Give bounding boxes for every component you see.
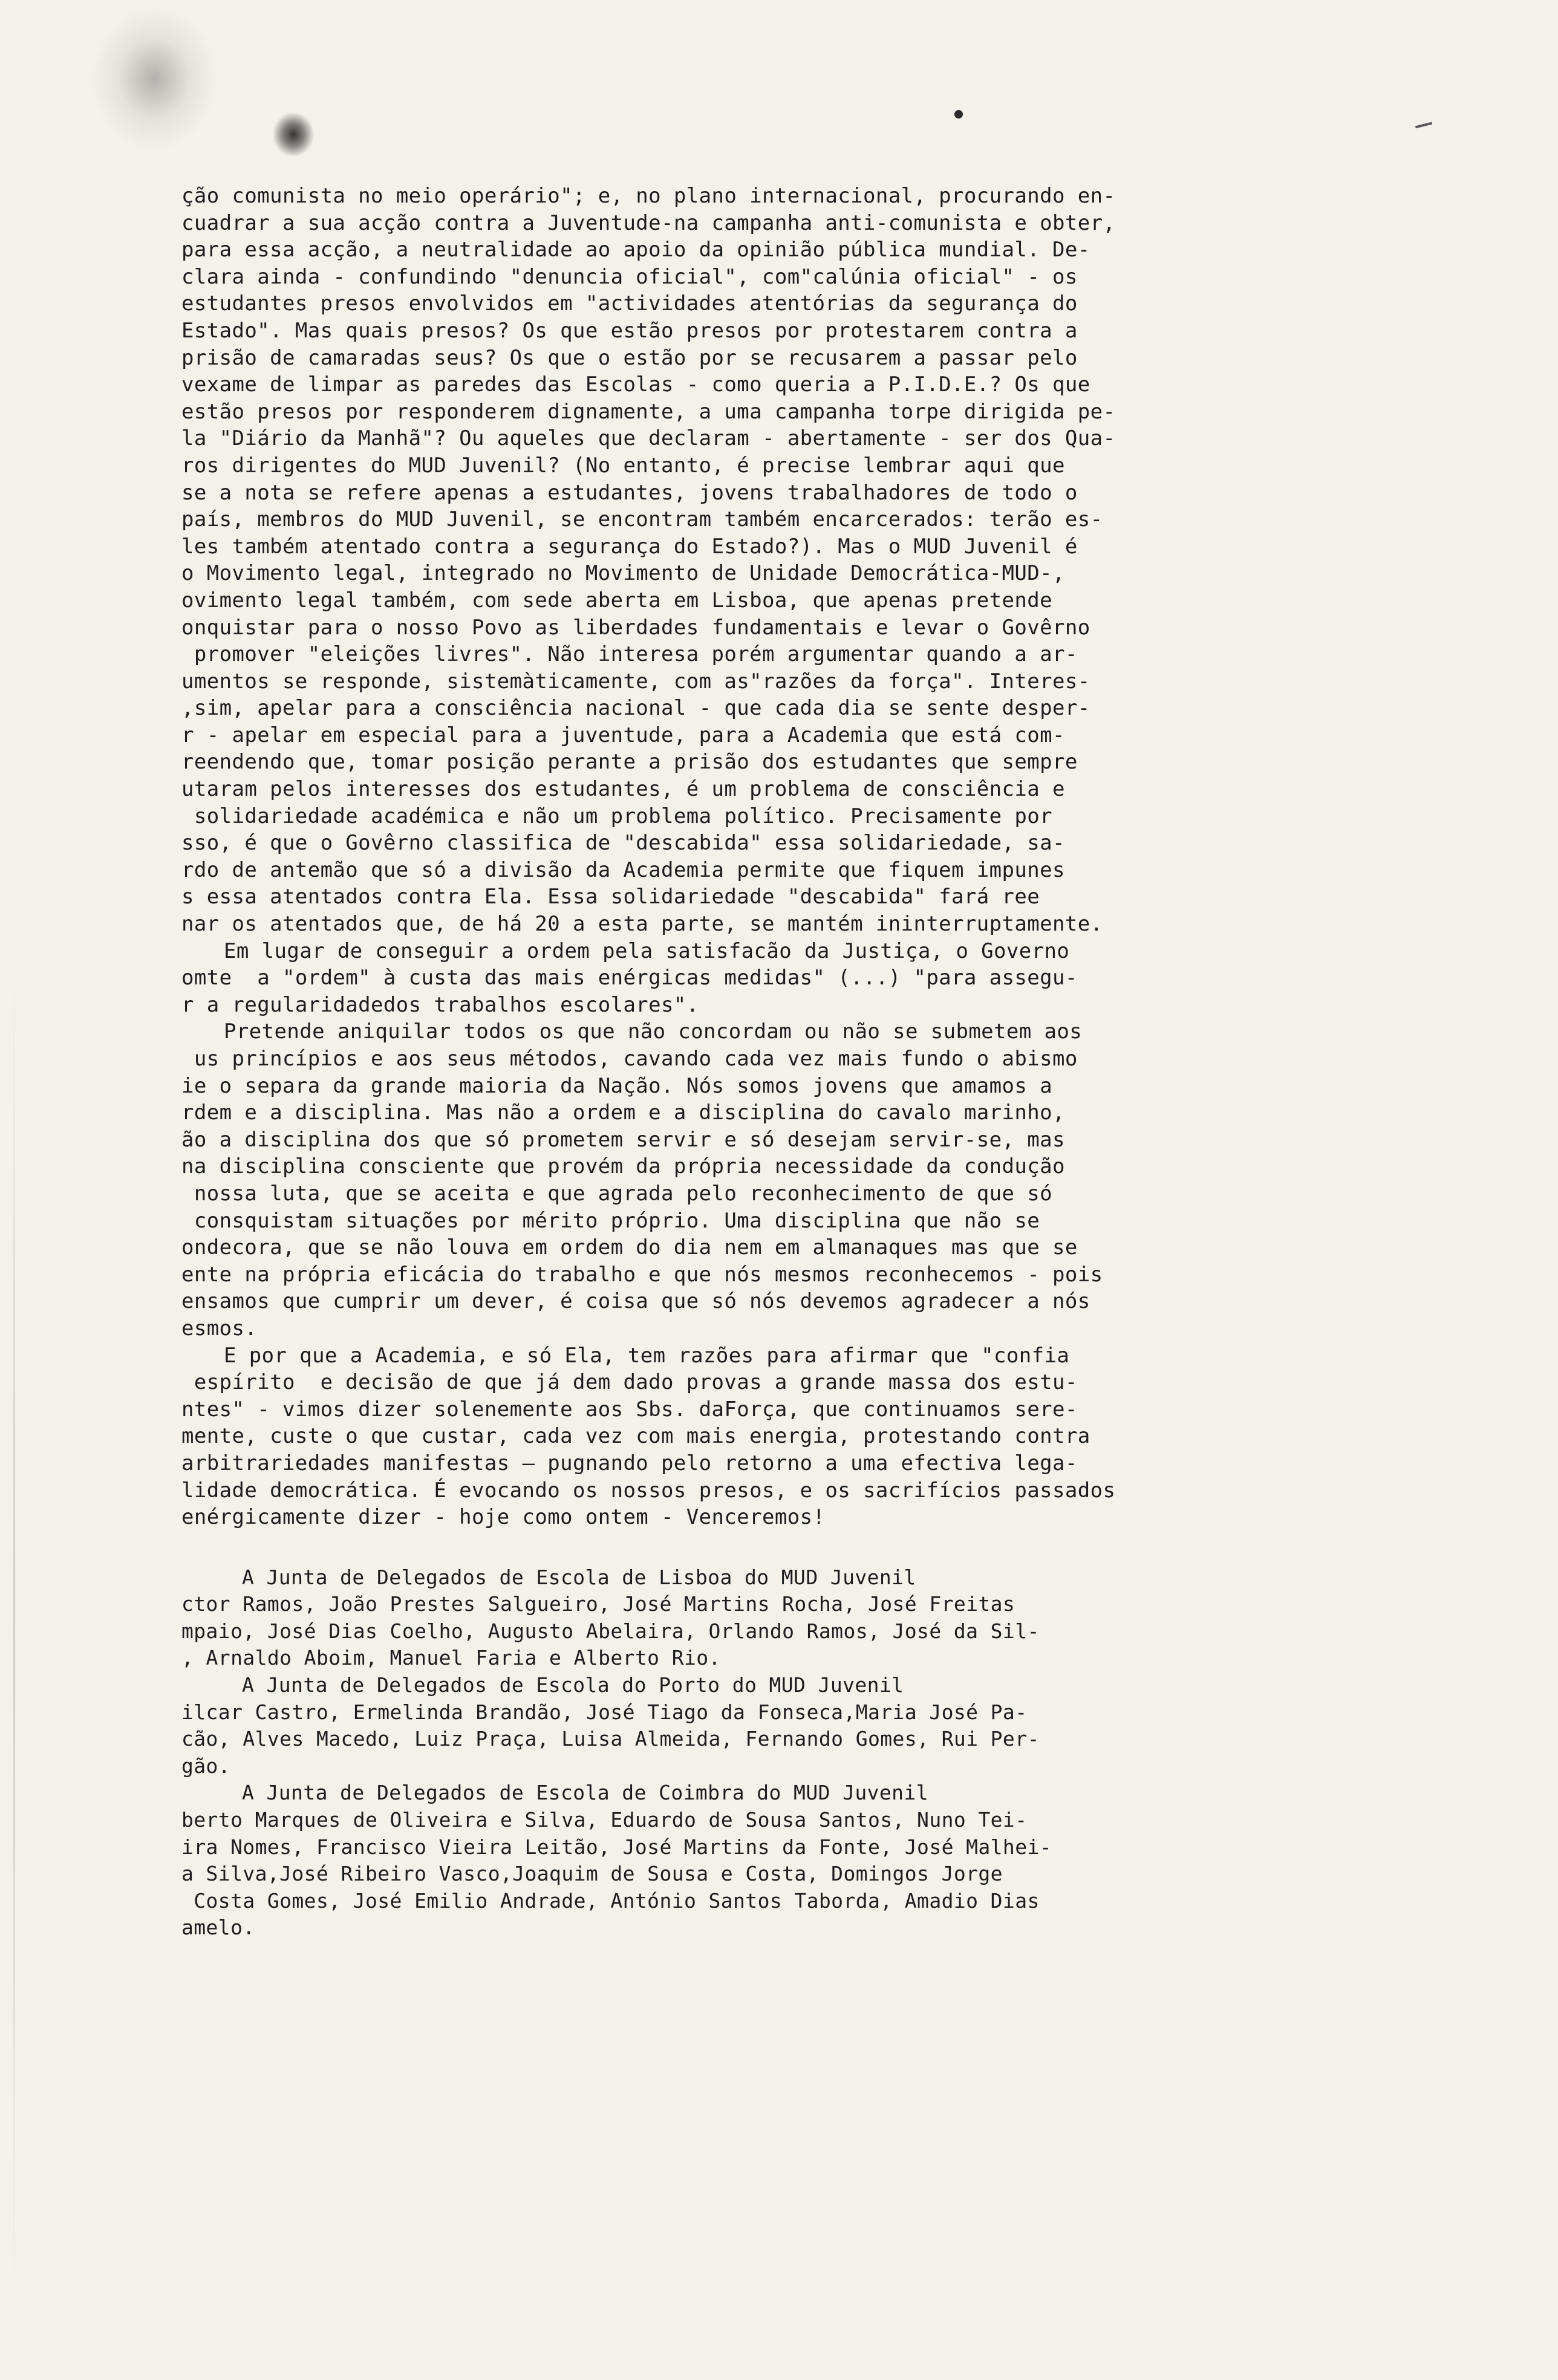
signatory-names-line: , Arnaldo Aboim, Manuel Faria e Alberto Rio. (181, 1646, 721, 1670)
text-line: omte a "ordem" à custa das mais enérgicas medidas" (...) "para assegu- (181, 966, 1078, 990)
ink-dot (954, 110, 963, 119)
text-line: ção comunista no meio operário"; e, no plano internacional, procurando en- (181, 184, 1116, 208)
text-line: Estado". Mas quais presos? Os que estão presos por protestarem contra a (181, 318, 1078, 343)
text-line: cuadrar a sua acção contra a Juventude-na campanha anti-comunista e obter, (181, 210, 1116, 235)
ink-dash (1415, 122, 1432, 129)
delegation-header: A Junta de Delegados de Escola do Porto do MUD Juvenil (242, 1673, 904, 1697)
text-line: enérgicamente dizer - hoje como ontem - Venceremos! (181, 1505, 826, 1530)
text-line: reendendo que, tomar posição perante a prisão dos estudantes que sempre (181, 750, 1078, 775)
signatory-names-line: Costa Gomes, José Emilio Andrade, António Santos Taborda, Amadio Dias (181, 1888, 1040, 1913)
text-line: onquistar para o nosso Povo as liberdades fundamentais e levar o Govêrno (181, 615, 1090, 640)
text-line: E por que a Academia, e só Ela, tem razões para afirmar que "confia (224, 1343, 1070, 1368)
text-line: ,sim, apelar para a consciência nacional - que cada dia se sente desper- (181, 696, 1090, 721)
page-edge-shadow (13, 967, 15, 2298)
text-line: Em lugar de conseguir a ordem pela satisfacão da Justiça, o Governo (224, 938, 1070, 963)
text-line: consquistam situações por mérito próprio. Uma disciplina que não se (181, 1208, 1040, 1233)
signatory-names-line: ira Nomes, Francisco Vieira Leitão, José Martins da Fonte, José Malhei- (181, 1835, 1052, 1859)
text-line: promover "eleições livres". Não interesa porém argumentar quando a ar- (181, 642, 1078, 667)
typed-text-block (181, 183, 1439, 1942)
text-line: prisão de camaradas seus? Os que o estão por se recusarem a passar pelo (181, 345, 1078, 370)
text-line: estudantes presos envolvidos em "actividades atentórias da segurança do (181, 291, 1078, 316)
text-line: arbitrariedades manifestas — pugnando pelo retorno a uma efectiva lega- (181, 1451, 1078, 1475)
signatory-names-line: cão, Alves Macedo, Luiz Praça, Luisa Almeida, Fernando Gomes, Rui Per- (181, 1727, 1040, 1751)
text-line: la "Diário da Manhã"? Ou aqueles que declaram - abertamente - ser dos Qua- (181, 426, 1116, 451)
text-line: para essa acção, a neutralidade ao apoio da opinião pública mundial. De- (181, 238, 1090, 262)
text-line: vexame de limpar as paredes das Escolas - como queria a P.I.D.E.? Os que (181, 372, 1090, 397)
manifesto-body (181, 183, 1439, 1531)
text-line: clara ainda - confundindo "denuncia oficial", com"calúnia oficial" - os (181, 264, 1078, 289)
text-line: r - apelar em especial para a juventude, para a Academia que está com- (181, 723, 1065, 747)
delegation-header: A Junta de Delegados de Escola de Coimbra do MUD Juvenil (242, 1781, 928, 1805)
text-line: les também atentado contra a segurança do Estado?). Mas o MUD Juvenil é (181, 534, 1078, 559)
text-line: ntes" - vimos dizer solenemente aos Sbs. daForça, que continuamos sere- (181, 1397, 1078, 1422)
scan-smudge (91, 6, 218, 151)
signatory-names-line: mpaio, José Dias Coelho, Augusto Abelaira, Orlando Ramos, José da Sil- (181, 1619, 1040, 1643)
text-line: us princípios e aos seus métodos, cavando cada vez mais fundo o abismo (181, 1047, 1078, 1071)
signatory-names-line: gão. (181, 1754, 231, 1778)
delegation-header: A Junta de Delegados de Escola de Lisboa do MUD Juvenil (242, 1565, 916, 1589)
signatory-names-line: ctor Ramos, João Prestes Salgueiro, José Martins Rocha, José Freitas (181, 1592, 1015, 1616)
text-line: nossa luta, que se aceita e que agrada pelo reconhecimento de que só (181, 1181, 1053, 1206)
signatures-section (181, 1564, 1439, 1942)
text-line: ie o separa da grande maioria da Nação. Nós somos jovens que amamos a (181, 1073, 1053, 1098)
signatory-names-line: a Silva,José Ribeiro Vasco,Joaquim de Sousa e Costa, Domingos Jorge (181, 1862, 1003, 1886)
text-line: mente, custe o que custar, cada vez com mais energia, protestando contra (181, 1424, 1090, 1449)
text-line: ente na própria eficácia do trabalho e que nós mesmos reconhecemos - pois (181, 1262, 1103, 1287)
text-line: s essa atentados contra Ela. Essa solidariedade "descabida" fará ree (181, 885, 1040, 909)
signatory-names-line: ilcar Castro, Ermelinda Brandão, José Tiago da Fonseca,Maria José Pa- (181, 1700, 1028, 1724)
text-line: rdem e a disciplina. Mas não a ordem e a disciplina do cavalo marinho, (181, 1101, 1065, 1125)
text-line: ovimento legal também, com sede aberta em Lisboa, que apenas pretende (181, 588, 1053, 613)
text-line: sso, é que o Govêrno classifica de "descabida" essa solidariedade, sa- (181, 831, 1065, 856)
text-line: na disciplina consciente que provém da própria necessidade da condução (181, 1154, 1065, 1179)
signatory-names-line: berto Marques de Oliveira e Silva, Eduardo de Sousa Santos, Nuno Tei- (181, 1808, 1028, 1832)
text-line: o Movimento legal, integrado no Movimento de Unidade Democrática-MUD-, (181, 561, 1065, 586)
ink-blot (272, 112, 315, 157)
text-line: ão a disciplina dos que só prometem servir e só desejam servir-se, mas (181, 1127, 1065, 1152)
text-line: se a nota se refere apenas a estudantes, jovens trabalhadores de todo o (181, 480, 1078, 505)
text-line: ensamos que cumprir um dever, é coisa que só nós devemos agradecer a nós (181, 1289, 1090, 1314)
text-line: umentos se responde, sistemàticamente, com as"razões da força". Interes- (181, 669, 1090, 694)
text-line: ros dirigentes do MUD Juvenil? (No entanto, é precise lembrar aqui que (181, 453, 1065, 478)
text-line: solidariedade académica e não um problema político. Precisamente por (181, 804, 1053, 828)
text-line: Pretende aniquilar todos os que não concordam ou não se submetem aos (224, 1019, 1083, 1044)
text-line: rdo de antemão que só a divisão da Academia permite que fiquem impunes (181, 857, 1065, 882)
text-line: espírito e decisão de que já dem dado provas a grande massa dos estu- (181, 1370, 1078, 1395)
text-line: ondecora, que se não louva em ordem do dia nem em almanaques mas que se (181, 1235, 1078, 1260)
text-line: país, membros do MUD Juvenil, se encontram também encarcerados: terão es- (181, 507, 1103, 532)
text-line: utaram pelos interesses dos estudantes, é um problema de consciência e (181, 777, 1065, 802)
signatory-names-line: amelo. (181, 1916, 255, 1940)
text-line: estão presos por responderem dignamente, a uma campanha torpe dirigida pe- (181, 399, 1116, 424)
section-gap (181, 1531, 1439, 1564)
text-line: esmos. (181, 1316, 258, 1341)
text-line: r a regularidadedos trabalhos escolares". (181, 992, 699, 1017)
text-line: lidade democrática. É evocando os nossos presos, e os sacrifícios passados (181, 1478, 1116, 1503)
text-line: nar os atentados que, de há 20 a esta parte, se mantém ininterruptamente. (181, 912, 1103, 937)
